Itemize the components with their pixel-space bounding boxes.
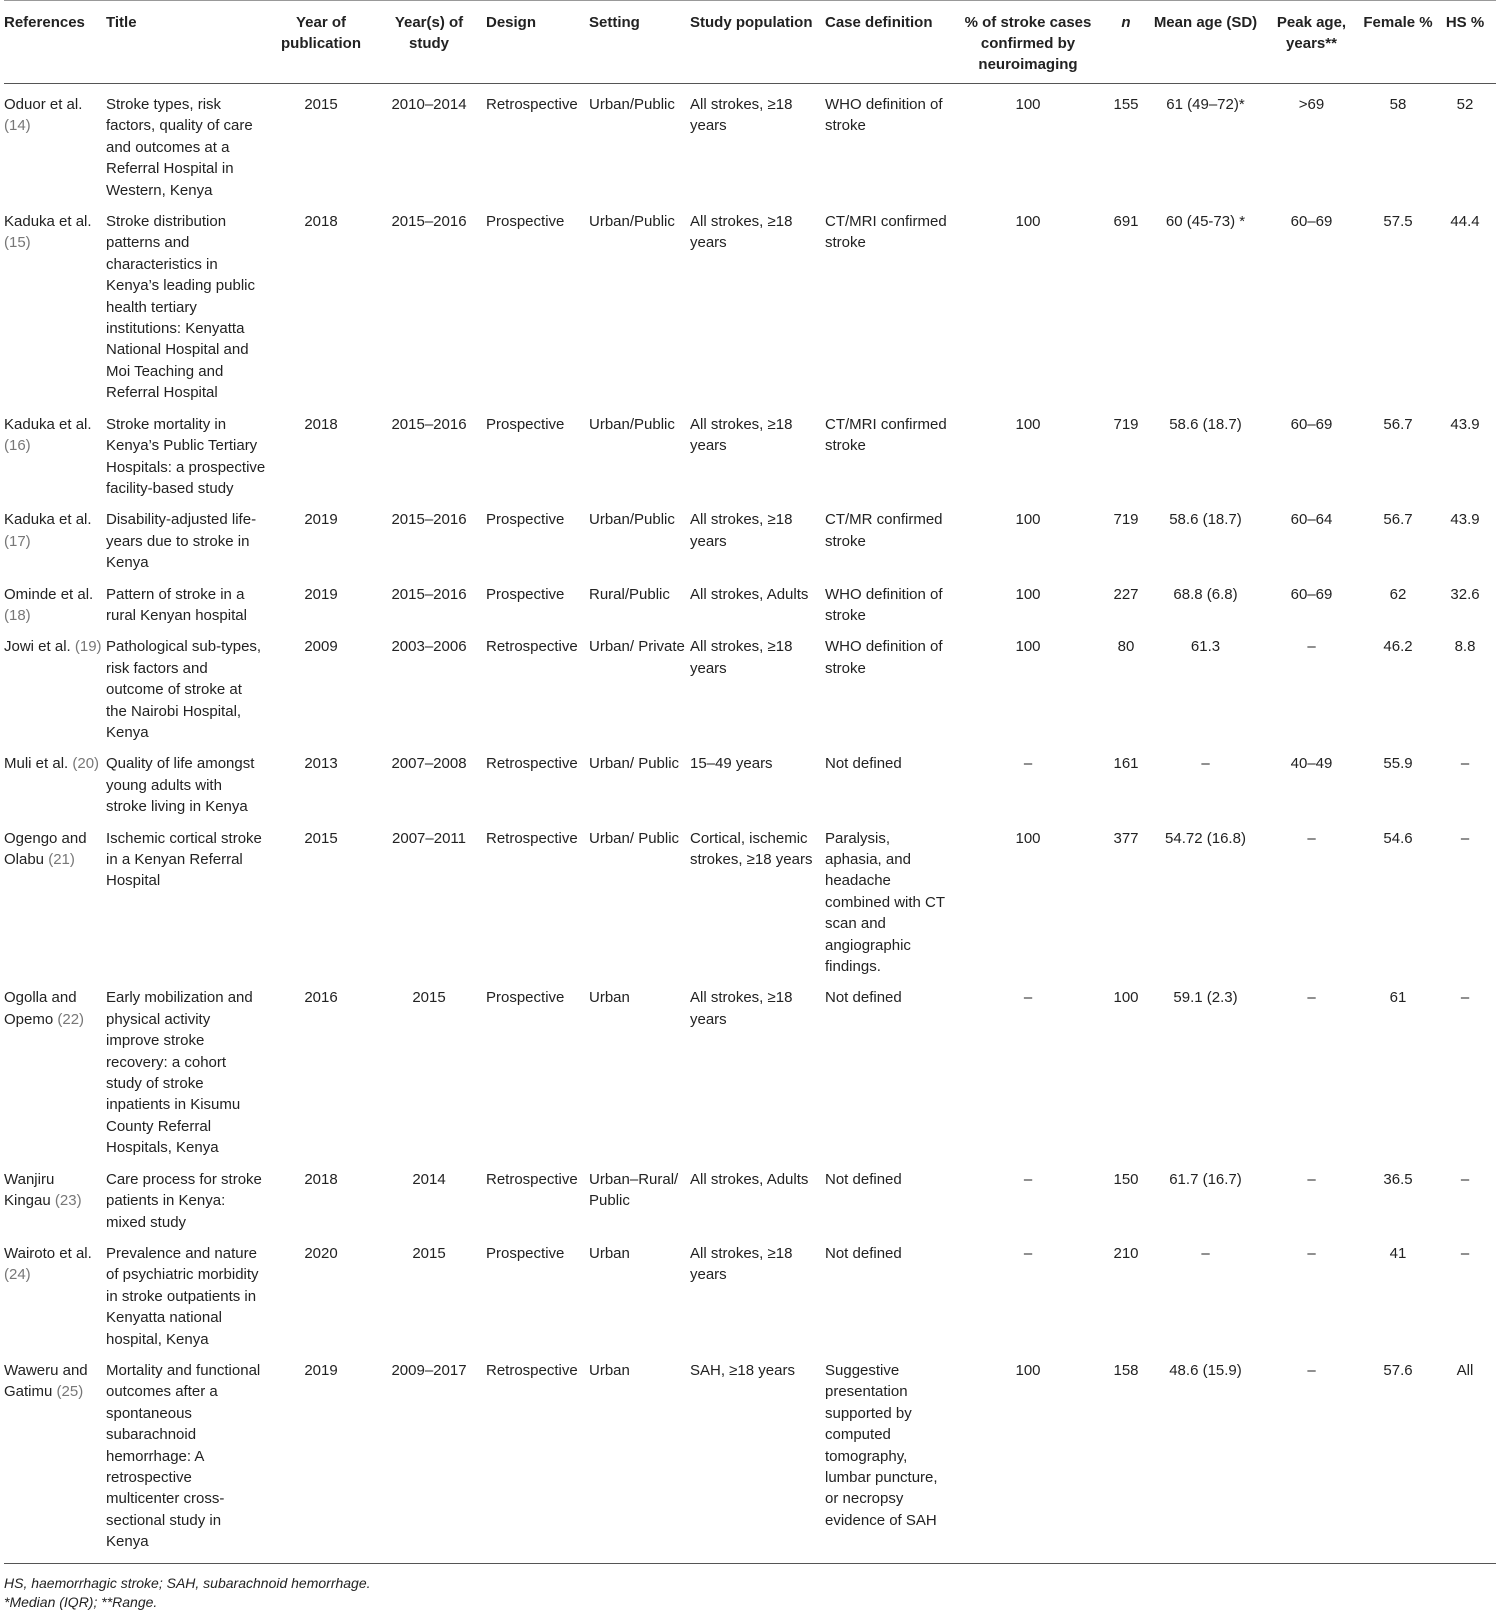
cell-hs: – <box>1460 989 1470 1007</box>
cell-hs: – <box>1460 755 1470 773</box>
cell-year-pub: 2018 <box>304 1170 338 1188</box>
cell-mean-age: 61.7 (16.7) <box>1169 1170 1242 1188</box>
cell-hs: – <box>1460 1170 1470 1188</box>
cell-setting: Urban/Public <box>589 213 675 231</box>
cell-years-study: 2007–2008 <box>391 755 467 773</box>
cell-title: Ischemic cortical stroke in a Kenyan Referral Hospital <box>106 829 262 890</box>
cell-peak-age: – <box>1307 1244 1316 1262</box>
cell-female: 55.9 <box>1383 755 1413 773</box>
cell-reference <box>4 1238 106 1355</box>
cell-population: All strokes, ≥18 years <box>690 96 793 135</box>
cell-reference <box>4 579 106 632</box>
cell-year-pub: 2015 <box>304 829 338 847</box>
col-header-n <box>1106 1 1150 84</box>
cell-years-study: 2015–2016 <box>391 585 467 603</box>
cell-year-pub: 2019 <box>304 511 338 529</box>
cell-years-study: 2007–2011 <box>392 829 466 847</box>
table-row <box>4 823 1496 983</box>
cell-female: 57.5 <box>1383 213 1413 231</box>
author-name: Muli et al. <box>4 755 69 773</box>
cell-setting: Urban–Rural/ Public <box>589 1170 679 1210</box>
cell-year-pub: 2009 <box>304 638 338 656</box>
cell-female: 46.2 <box>1383 638 1413 656</box>
cell-reference <box>4 409 106 505</box>
cell-population: All strokes, ≥18 years <box>690 989 793 1028</box>
cell-year-pub: 2019 <box>270 1355 376 1563</box>
cell-setting: Rural/Public <box>589 585 670 603</box>
cell-title: Stroke distribution patterns and characteristics in Kenya’s leading public health tertiary institutions: Kenyatta National Hospital and Moi Teaching and Referral Hospital <box>106 213 255 402</box>
cell-title: Disability-adjusted life-years due to stroke in Kenya <box>106 511 257 572</box>
cell-years-study: 2015 <box>412 989 446 1007</box>
col-header-year-of-publication: Year of publication <box>270 1 376 84</box>
cell-n: 377 <box>1113 829 1139 847</box>
cell-year-pub: 2015 <box>304 96 338 113</box>
cell-title: Mortality and functional outcomes after a spontaneous subarachnoid hemorrhage: A retrospective multicenter cross-sectional study in Kenya <box>106 1355 270 1563</box>
cell-title: Stroke types, risk factors, quality of care and outcomes at a Referral Hospital in Western, Kenya <box>106 96 253 199</box>
cell-setting: Urban/ Private <box>589 638 685 656</box>
table-header <box>4 1 1496 84</box>
cell-design: Retrospective <box>486 1170 578 1188</box>
cell-reference <box>4 823 106 983</box>
cell-years-study: 2015–2016 <box>391 415 467 433</box>
author-name: Kaduka et al. <box>4 415 92 433</box>
cell-year-pub: 2020 <box>304 1244 338 1262</box>
cell-reference <box>4 84 106 207</box>
cell-reference <box>4 504 106 578</box>
citation-link[interactable]: (15) <box>4 234 31 252</box>
cell-reference <box>4 748 106 822</box>
cell-peak-age: 60–64 <box>1290 511 1333 529</box>
cell-hs: 32.6 <box>1450 585 1480 603</box>
cell-reference <box>4 1164 106 1238</box>
col-header-setting: Setting <box>589 1 690 84</box>
cell-title: Care process for stroke patients in Kenya: mixed study <box>106 1170 262 1231</box>
cell-mean-age: – <box>1201 1244 1210 1262</box>
cell-peak-age: – <box>1265 1355 1362 1563</box>
cell-population: All strokes, ≥18 years <box>690 511 793 550</box>
cell-years-study: 2014 <box>412 1170 446 1188</box>
table-body <box>4 84 1496 1564</box>
cell-pct-confirmed: 100 <box>1015 585 1041 603</box>
footnote-abbreviations: HS, haemorrhagic stroke; SAH, subarachnoid hemorrhage. <box>4 1574 371 1591</box>
cell-years-study: 2003–2006 <box>391 638 467 656</box>
cell-peak-age: – <box>1307 989 1316 1007</box>
cell-population: SAH, ≥18 years <box>690 1355 825 1563</box>
table-row <box>4 748 1496 822</box>
cell-setting: Urban/ Public <box>589 829 680 847</box>
col-header-title: Title <box>106 1 270 84</box>
cell-mean-age: 58.6 (18.7) <box>1169 415 1242 433</box>
citation-link[interactable]: (18) <box>4 606 31 624</box>
author-name: Oduor et al. <box>4 96 83 113</box>
cell-reference <box>4 1355 106 1563</box>
cell-title: Pathological sub-types, risk factors and outcome of stroke at the Nairobi Hospital, Kenya <box>106 638 262 741</box>
cell-pct-confirmed: 100 <box>1015 415 1041 433</box>
cell-peak-age: 60–69 <box>1290 415 1333 433</box>
cell-reference <box>4 631 106 748</box>
cell-population: All strokes, Adults <box>690 1170 809 1188</box>
author-name: Wanjiru Kingau <box>4 1170 55 1210</box>
cell-design: Prospective <box>486 585 565 603</box>
cell-year-pub: 2019 <box>304 585 338 603</box>
cell-hs: 52 <box>1456 96 1474 113</box>
cell-case-definition: CT/MRI confirmed stroke <box>825 415 947 455</box>
col-header-design: Design <box>486 1 589 84</box>
citation-link[interactable]: (24) <box>4 1266 31 1284</box>
citation-link[interactable]: (22) <box>57 1010 85 1028</box>
col-header-hs: HS % <box>1438 1 1496 84</box>
cell-setting: Urban/Public <box>589 96 675 113</box>
cell-years-study: 2015–2016 <box>391 511 467 529</box>
cell-female: 54.6 <box>1383 829 1413 847</box>
cell-n: 719 <box>1113 415 1139 433</box>
cell-population: All strokes, ≥18 years <box>690 213 793 252</box>
cell-pct-confirmed: – <box>1023 755 1033 773</box>
cell-female: 56.7 <box>1383 511 1413 529</box>
author-name: Kaduka et al. <box>4 511 92 529</box>
cell-peak-age: – <box>1307 1170 1316 1188</box>
col-header-study-population: Study population <box>690 1 825 84</box>
cell-setting: Urban <box>589 1244 630 1262</box>
cell-hs: All <box>1438 1355 1496 1563</box>
cell-hs: 44.4 <box>1450 213 1480 231</box>
studies-table <box>4 0 1496 1564</box>
col-header-years-of-study: Year(s) of study <box>376 1 486 84</box>
cell-female: 58 <box>1389 96 1407 113</box>
cell-year-pub: 2016 <box>304 989 338 1007</box>
author-name: Ogolla and Opemo <box>4 989 77 1028</box>
author-name: Jowi et al. <box>4 638 71 656</box>
citation-link[interactable]: (25) <box>56 1383 84 1401</box>
cell-hs: 43.9 <box>1450 415 1480 433</box>
cell-mean-age: – <box>1201 755 1210 773</box>
cell-design: Retrospective <box>486 829 578 847</box>
cell-n: 150 <box>1113 1170 1139 1188</box>
cell-setting: Urban <box>589 1355 690 1563</box>
cell-case-definition: Not defined <box>825 989 902 1007</box>
cell-case-definition: Not defined <box>825 1244 902 1262</box>
col-header-case-definition: Case definition <box>825 1 954 84</box>
cell-peak-age: 40–49 <box>1290 755 1333 773</box>
n-label: n <box>1121 14 1131 31</box>
cell-pct-confirmed: 100 <box>1015 213 1041 231</box>
cell-n: 100 <box>1113 989 1139 1007</box>
cell-case-definition: Not defined <box>825 1170 902 1188</box>
cell-peak-age: 60–69 <box>1290 213 1333 231</box>
cell-design: Prospective <box>486 415 565 433</box>
citation-link[interactable]: (14) <box>4 117 31 135</box>
cell-n: 691 <box>1113 213 1139 231</box>
table-row <box>4 84 1496 207</box>
cell-peak-age: – <box>1307 829 1316 847</box>
cell-hs: – <box>1460 829 1470 847</box>
cell-female: 41 <box>1389 1244 1407 1262</box>
cell-pct-confirmed: 100 <box>1015 638 1041 656</box>
cell-female: 36.5 <box>1383 1170 1413 1188</box>
cell-peak-age: – <box>1307 638 1316 656</box>
cell-pct-confirmed: 100 <box>954 1355 1106 1563</box>
cell-years-study: 2015–2016 <box>391 213 467 231</box>
cell-title: Prevalence and nature of psychiatric morbidity in stroke outpatients in Kenyatta national hospital, Kenya <box>106 1244 259 1348</box>
cell-mean-age: 48.6 (15.9) <box>1150 1355 1265 1563</box>
cell-pct-confirmed: – <box>1023 1244 1033 1262</box>
cell-setting: Urban/Public <box>589 511 675 529</box>
cell-title: Stroke mortality in Kenya’s Public Tertiary Hospitals: a prospective facility-based study <box>106 415 266 497</box>
author-name: Ogengo and Olabu <box>4 829 87 868</box>
cell-female: 62 <box>1389 585 1407 603</box>
cell-population: All strokes, Adults <box>690 585 809 603</box>
cell-case-definition: Not defined <box>825 755 902 773</box>
author-name: Kaduka et al. <box>4 213 92 231</box>
table-row <box>4 631 1496 748</box>
table-row <box>4 504 1496 578</box>
cell-years-study: 2010–2014 <box>391 96 467 113</box>
table-row <box>4 1238 1496 1355</box>
table-row <box>4 982 1496 1163</box>
table-row <box>4 1164 1496 1238</box>
cell-reference <box>4 982 106 1163</box>
cell-female: 61 <box>1389 989 1407 1007</box>
col-header-mean-age: Mean age (SD) <box>1150 1 1265 84</box>
header-row <box>4 1 1496 84</box>
cell-year-pub: 2018 <box>304 213 338 231</box>
cell-design: Prospective <box>486 213 565 231</box>
cell-design: Prospective <box>486 1244 565 1262</box>
cell-pct-confirmed: – <box>1023 989 1033 1007</box>
cell-hs: 43.9 <box>1450 511 1480 529</box>
cell-population: All strokes, ≥18 years <box>690 415 793 455</box>
col-header-peak-age: Peak age, years** <box>1265 1 1362 84</box>
cell-setting: Urban/ Public <box>589 755 680 773</box>
cell-n: 227 <box>1113 585 1139 603</box>
cell-pct-confirmed: 100 <box>1015 96 1041 113</box>
citation-link[interactable]: (23) <box>54 1192 82 1210</box>
citation-link[interactable]: (20) <box>72 755 100 773</box>
cell-design: Retrospective <box>486 96 578 113</box>
cell-title: Pattern of stroke in a rural Kenyan hospital <box>106 585 247 624</box>
author-name: Waweru and Gatimu <box>4 1361 88 1401</box>
cell-n: 158 <box>1106 1355 1150 1563</box>
cell-design: Retrospective <box>486 1355 589 1563</box>
cell-mean-age: 61.3 <box>1190 638 1221 656</box>
cell-population: All strokes, ≥18 years <box>690 638 793 677</box>
col-header-references: References <box>4 1 106 84</box>
citation-link[interactable]: (19) <box>74 638 102 656</box>
cell-design: Retrospective <box>486 755 578 773</box>
cell-hs: – <box>1460 1244 1470 1262</box>
cell-population: All strokes, ≥18 years <box>690 1244 793 1284</box>
cell-year-pub: 2013 <box>304 755 338 773</box>
cell-peak-age: >69 <box>1298 96 1325 113</box>
cell-mean-age: 59.1 (2.3) <box>1173 989 1238 1007</box>
cell-case-definition: WHO definition of stroke <box>825 585 943 624</box>
cell-population: Cortical, ischemic strokes, ≥18 years <box>690 829 813 868</box>
citation-link[interactable]: (16) <box>4 437 31 455</box>
cell-title: Quality of life amongst young adults with stroke living in Kenya <box>106 755 255 816</box>
cell-mean-age: 61 (49–72)* <box>1166 96 1245 113</box>
cell-case-definition: CT/MR confirmed stroke <box>825 511 943 550</box>
cell-setting: Urban <box>589 989 630 1007</box>
cell-mean-age: 60 (45-73) * <box>1165 213 1246 231</box>
cell-reference <box>4 206 106 409</box>
cell-mean-age: 58.6 (18.7) <box>1169 511 1242 529</box>
cell-years-study: 2015 <box>412 1244 446 1262</box>
table-row <box>4 206 1496 409</box>
footnote-symbols: *Median (IQR); **Range. <box>4 1593 158 1610</box>
cell-case-definition: Suggestive presentation supported by computed tomography, lumbar puncture, or necropsy evidence of SAH <box>825 1355 954 1563</box>
cell-design: Prospective <box>486 989 565 1007</box>
col-header-pct-confirmed: % of stroke cases confirmed by neuroimaging <box>954 1 1106 84</box>
cell-case-definition: WHO definition of stroke <box>825 638 943 677</box>
cell-n: 80 <box>1117 638 1135 656</box>
cell-female: 56.7 <box>1383 415 1413 433</box>
table-row <box>4 409 1496 505</box>
author-name: Wairoto et al. <box>4 1244 92 1262</box>
table-row <box>4 1355 1496 1563</box>
cell-n: 210 <box>1113 1244 1139 1262</box>
cell-design: Prospective <box>486 511 565 529</box>
cell-pct-confirmed: – <box>1023 1170 1033 1188</box>
cell-title: Early mobilization and physical activity improve stroke recovery: a cohort study of stroke inpatients in Kisumu County Referral Hospitals, Kenya <box>106 989 253 1157</box>
table-row <box>4 579 1496 632</box>
cell-female: 57.6 <box>1362 1355 1438 1563</box>
author-name: Ominde et al. <box>4 585 94 603</box>
cell-population: 15–49 years <box>690 755 773 773</box>
cell-case-definition: Paralysis, aphasia, and headache combined with CT scan and angiographic findings. <box>825 829 945 976</box>
cell-design: Retrospective <box>486 638 578 656</box>
cell-peak-age: 60–69 <box>1290 585 1333 603</box>
cell-case-definition: WHO definition of stroke <box>825 96 943 135</box>
cell-n: 161 <box>1113 755 1139 773</box>
cell-n: 719 <box>1113 511 1139 529</box>
cell-years-study: 2009–2017 <box>376 1355 486 1563</box>
cell-mean-age: 68.8 (6.8) <box>1173 585 1238 603</box>
cell-pct-confirmed: 100 <box>1015 511 1041 529</box>
citation-link[interactable]: (17) <box>4 532 31 550</box>
cell-pct-confirmed: 100 <box>1015 829 1041 847</box>
table-footnotes <box>4 1574 1456 1612</box>
cell-mean-age: 54.72 (16.8) <box>1165 829 1246 847</box>
cell-case-definition: CT/MRI confirmed stroke <box>825 213 947 252</box>
cell-setting: Urban/Public <box>589 415 675 433</box>
col-header-female: Female % <box>1362 1 1438 84</box>
cell-n: 155 <box>1113 96 1139 113</box>
cell-year-pub: 2018 <box>304 415 338 433</box>
cell-hs: 8.8 <box>1454 638 1476 656</box>
citation-link[interactable]: (21) <box>48 851 75 868</box>
